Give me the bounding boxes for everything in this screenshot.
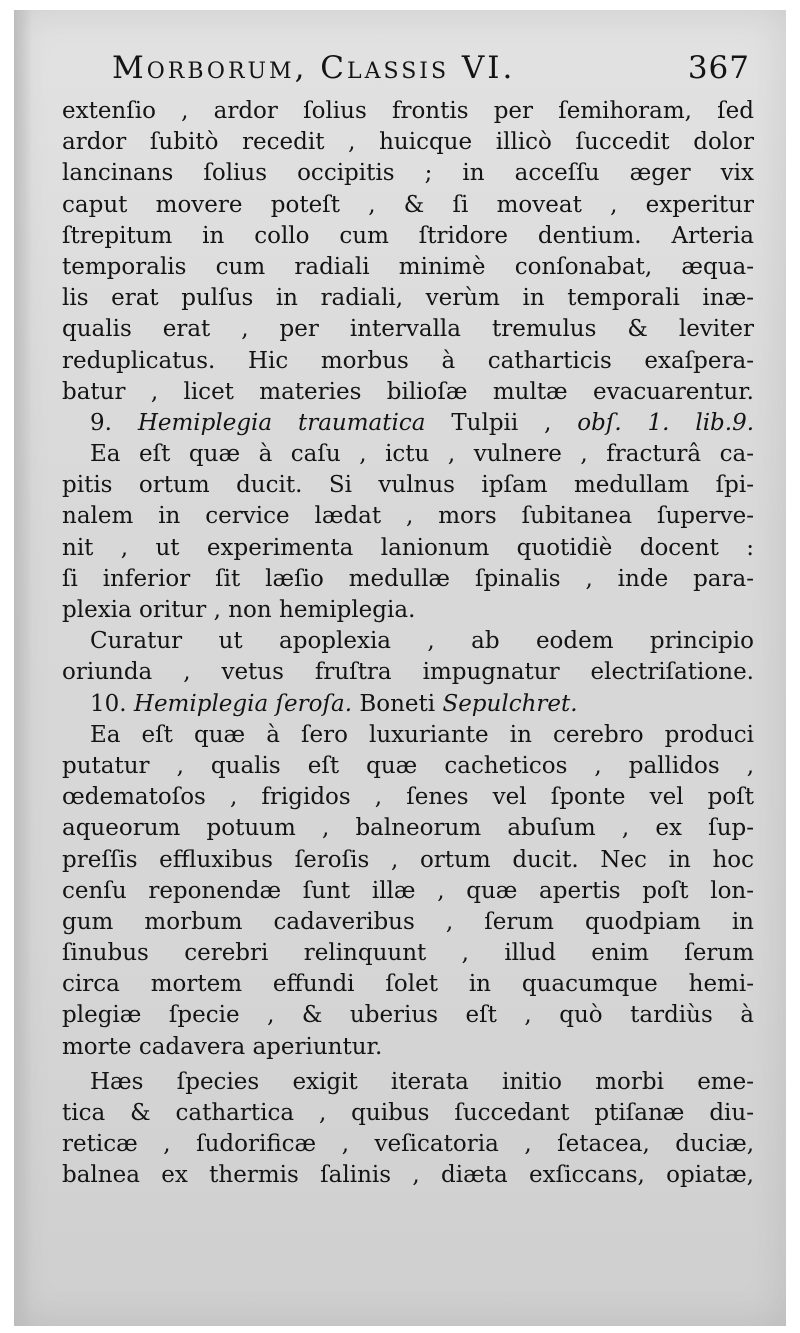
section-reference: Sepulchret. <box>442 690 578 717</box>
section-heading-9 <box>62 408 754 439</box>
text-line: putatur , qualis eſt quæ cacheticos , pallidos , <box>62 752 754 779</box>
text-line: Curatur ut apoplexia , ab eodem principio <box>90 628 754 655</box>
page-gutter-shadow <box>14 10 32 1326</box>
text-line: lis erat pulſus in radiali, verùm in temporali inæ- <box>62 285 754 312</box>
text-line: reticæ , ſudorificæ , veſicatoria , ſetacea, duciæ, <box>62 1131 754 1158</box>
running-head-title: Morborum, Classis VI. <box>112 50 516 86</box>
text-line: aqueorum potuum , balneorum abuſum , ex ſup- <box>62 815 754 842</box>
text-line: balnea ex thermis ſalinis , diæta exſiccans, opiatæ, <box>62 1162 754 1189</box>
text-line: pitis ortum ducit. Si vulnus ipſam medullam ſpi- <box>62 472 754 499</box>
text-line: temporalis cum radiali minimè conſonabat, æqua- <box>62 253 754 280</box>
text-line: plegiæ ſpecie , & uberius eſt , quò tardiùs à <box>62 1002 754 1029</box>
text-line: cenſu reponendæ ſunt illæ , quæ apertis poſt lon- <box>62 877 754 904</box>
section-heading-10 <box>62 689 754 720</box>
text-line: plexia oritur , non hemiplegia. <box>62 597 416 623</box>
running-head <box>62 50 754 96</box>
text-line: oriunda , vetus fruſtra impugnatur electriſatione. <box>62 659 754 686</box>
text-line: gum morbum cadaveribus , ſerum quodpiam in <box>62 908 754 935</box>
text-line: qualis erat , per intervalla tremulus & leviter <box>62 316 754 343</box>
text-line: preſſis effluxibus ſeroſis , ortum ducit. Nec in hoc <box>62 846 754 873</box>
section-name: Hemiplegia traumatica <box>137 409 426 436</box>
text-line: nalem in cervice lædat , mors ſubitanea ſuperve- <box>62 503 754 530</box>
text-line: œdematoſos , frigidos , ſenes vel ſponte vel poſt <box>62 784 754 811</box>
section-name: Hemiplegia ſeroſa. <box>133 690 353 717</box>
text-line: Ea eſt quæ à caſu , ictu , vulnere , fracturâ ca- <box>90 441 754 468</box>
text-line: batur , licet materies bilioſæ multæ evacuarentur. <box>62 378 754 405</box>
text-line: extenſio , ardor ſolius frontis per ſemihoram, ſed <box>62 98 754 124</box>
text-line: circa mortem effundi ſolet in quacumque hemi- <box>62 971 754 998</box>
page-text-block <box>62 50 754 1192</box>
text-line: reduplicatus. Hic morbus à catharticis exaſpera- <box>62 347 754 374</box>
section-author: Boneti <box>359 690 436 717</box>
book-page <box>14 10 786 1326</box>
section-number: 9. <box>90 409 112 436</box>
section-number: 10. <box>90 690 127 717</box>
text-line: caput movere poteſt , & ſi moveat , experitur <box>62 191 754 218</box>
text-line: ſinubus cerebri relinquunt , illud enim ſerum <box>62 940 754 967</box>
text-line: ardor ſubitò recedit , huicque illicò ſuccedit dolor <box>62 129 754 156</box>
section-reference: obſ. 1. lib.9. <box>577 409 754 436</box>
text-line: morte cadavera aperiuntur. <box>62 1033 383 1060</box>
section-author: Tulpii , <box>451 409 552 436</box>
text-line: lancinans ſolius occipitis ; in acceſſu æger vix <box>62 160 754 187</box>
text-line: ſtrepitum in collo cum ſtridore dentium. Arteria <box>62 222 754 249</box>
text-line: tica & cathartica , quibus ſuccedant ptiſanæ diu- <box>62 1100 754 1126</box>
text-line: nit , ut experimenta lanionum quotidiè docent : <box>62 534 754 561</box>
text-line: ſi inferior ſit læſio medullæ ſpinalis , inde para- <box>62 565 754 592</box>
text-line: Ea eſt quæ à ſero luxuriante in cerebro produci <box>90 721 754 748</box>
text-line: Hæs ſpecies exigit iterata initio morbi eme- <box>90 1068 754 1095</box>
page-number: 367 <box>687 50 750 86</box>
